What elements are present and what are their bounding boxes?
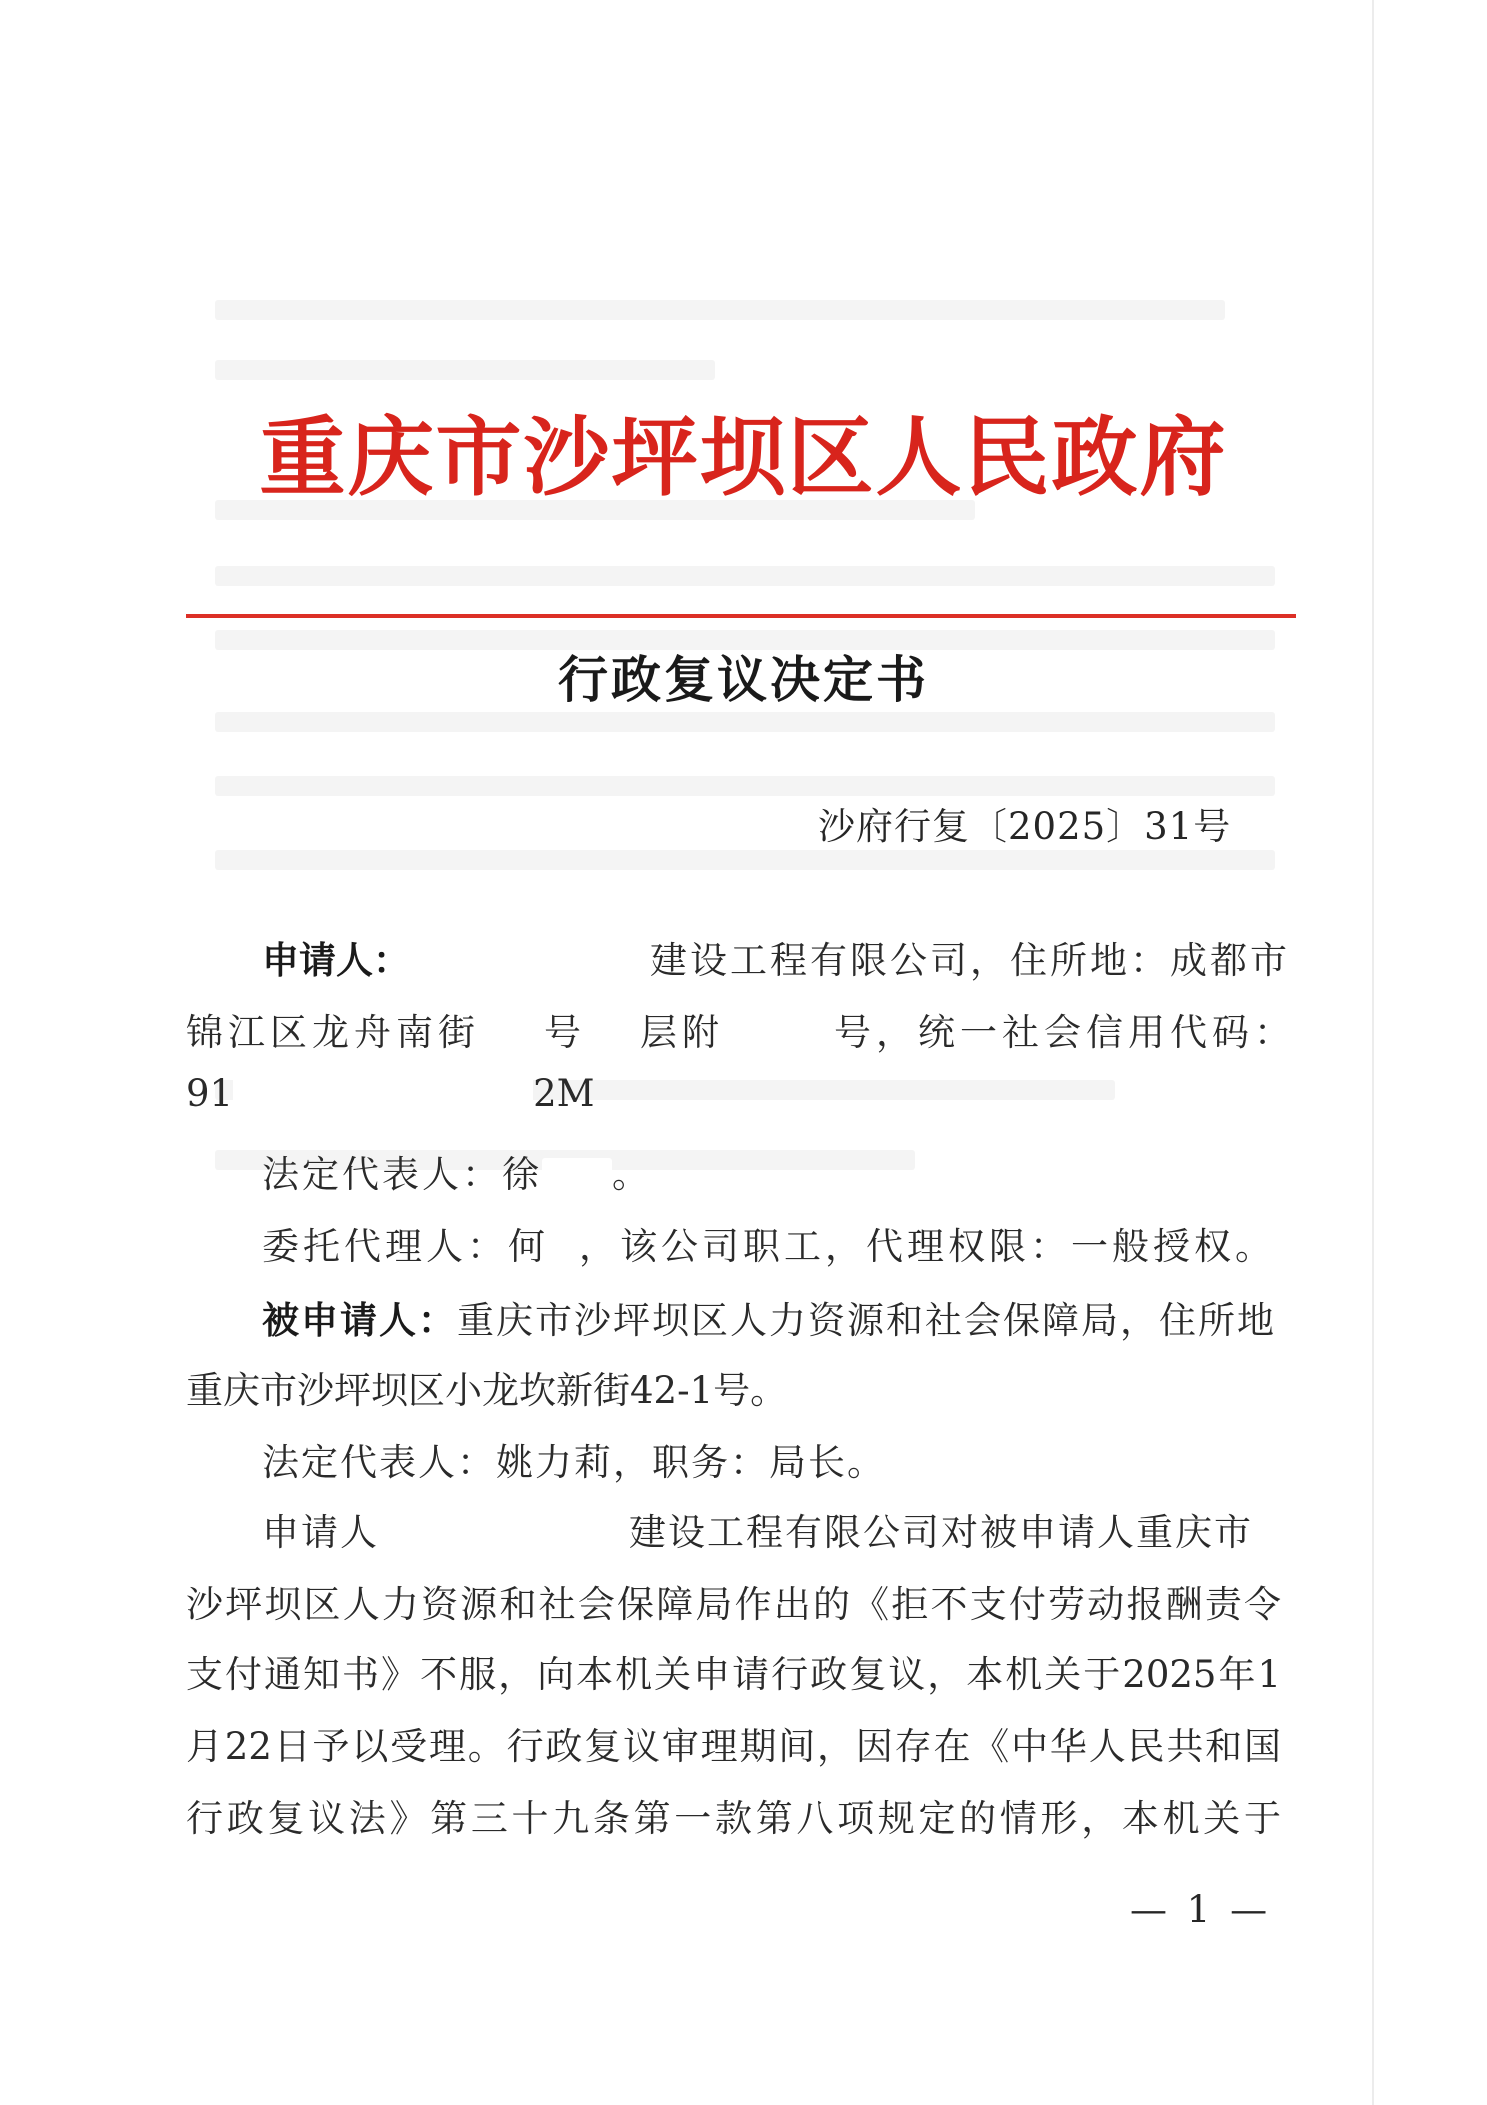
credit-code-start: 91 bbox=[186, 1072, 234, 1115]
redaction-box bbox=[480, 1016, 544, 1056]
body-line-2: 沙坪坝区人力资源和社会保障局作出的《拒不支付劳动报酬责令 bbox=[186, 1583, 1281, 1626]
respondent-line-1-text: 重庆市沙坪坝区人力资源和社会保障局，住所地 bbox=[457, 1299, 1276, 1342]
scan-fold-line bbox=[1372, 0, 1374, 2105]
redaction-box bbox=[724, 1016, 834, 1056]
bleed-through-mark bbox=[215, 776, 1275, 796]
red-header-rule bbox=[186, 614, 1296, 618]
agent-name: 何 bbox=[508, 1225, 549, 1268]
bleed-through-mark bbox=[215, 850, 1275, 870]
bleed-through-mark bbox=[215, 300, 1225, 320]
redaction-box bbox=[542, 1158, 612, 1198]
applicant-label: 申请人： bbox=[262, 938, 410, 982]
page-number: — 1 — bbox=[1130, 1888, 1272, 1931]
body-line-1-text: 建设工程有限公司对被申请人重庆市 bbox=[629, 1511, 1253, 1554]
agent-details: ，该公司职工，代理权限：一般授权。 bbox=[579, 1225, 1276, 1268]
agent-label: 委托代理人： bbox=[262, 1225, 508, 1268]
bleed-through-mark bbox=[215, 712, 1275, 732]
bleed-through-mark bbox=[215, 360, 715, 380]
respondent-line-1 bbox=[262, 1290, 1276, 1344]
applicant-line-1-text: 建设工程有限公司，住所地：成都市 bbox=[650, 939, 1290, 982]
address-street: 锦江区龙舟南街 bbox=[186, 1011, 480, 1054]
legal-rep-end: 。 bbox=[612, 1153, 652, 1196]
respondent-legal-representative: 法定代表人：姚力莉，职务：局长。 bbox=[262, 1441, 886, 1484]
respondent-label: 被申请人： bbox=[262, 1298, 457, 1342]
body-applicant: 申请人 bbox=[262, 1511, 379, 1554]
address-number-suffix: 号 bbox=[544, 1011, 586, 1054]
body-line-5: 行政复议法》第三十九条第一款第八项规定的情形，本机关于 bbox=[186, 1797, 1281, 1840]
respondent-line-2: 重庆市沙坪坝区小龙坎新街42-1号。 bbox=[186, 1369, 788, 1412]
redaction-box bbox=[379, 1516, 629, 1556]
applicant-line-2 bbox=[186, 1002, 1296, 1056]
applicant-legal-representative bbox=[262, 1144, 652, 1198]
document-title: 行政复议决定书 bbox=[558, 650, 929, 709]
address-floor-suffix: 层附 bbox=[640, 1011, 724, 1054]
redaction-box bbox=[549, 1230, 579, 1270]
body-line-3: 支付通知书》不服，向本机关申请行政复议，本机关于2025年1 bbox=[186, 1653, 1281, 1696]
applicant-credit-code bbox=[186, 1072, 595, 1117]
body-line-1 bbox=[262, 1502, 1253, 1556]
issuing-authority-header: 重庆市沙坪坝区人民政府 bbox=[259, 407, 1228, 508]
applicant-line-1 bbox=[262, 930, 1292, 984]
redaction-box bbox=[586, 1016, 640, 1056]
redaction-box bbox=[233, 1077, 533, 1117]
credit-code-label: 号，统一社会信用代码： bbox=[834, 1011, 1296, 1054]
legal-rep-name: 徐 bbox=[502, 1153, 542, 1196]
applicant-agent bbox=[262, 1216, 1276, 1270]
bleed-through-mark bbox=[215, 566, 1275, 586]
legal-rep-label: 法定代表人： bbox=[262, 1153, 502, 1196]
body-line-4: 月22日予以受理。行政复议审理期间，因存在《中华人民共和国 bbox=[186, 1725, 1281, 1768]
document-number: 沙府行复〔2025〕31号 bbox=[818, 805, 1232, 848]
credit-code-end: 2M bbox=[533, 1072, 595, 1115]
redaction-box bbox=[410, 944, 650, 984]
